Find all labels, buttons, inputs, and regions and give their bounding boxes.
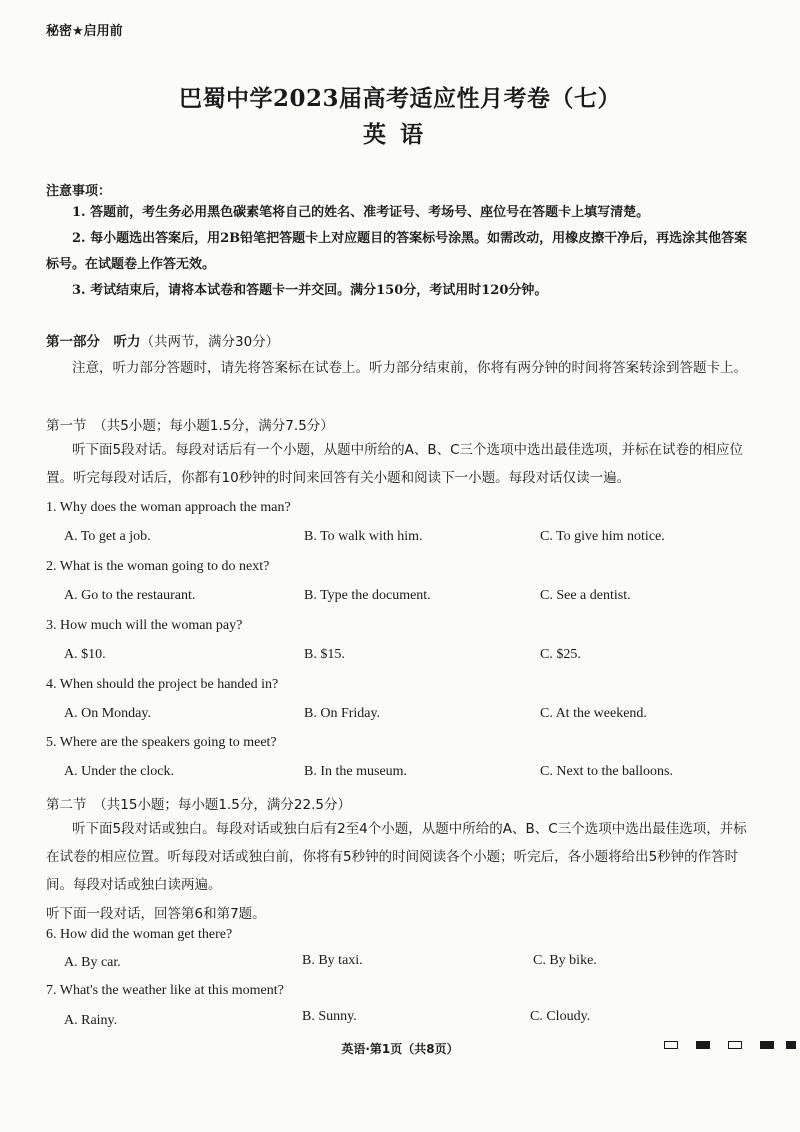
- section2-group-intro: 听下面一段对话，回答第6和第7题。: [46, 906, 266, 922]
- question-5: 5. Where are the speakers going to meet?: [46, 735, 277, 750]
- option-c: C. Next to the balloons.: [540, 764, 673, 779]
- section2-instructions: 听下面5段对话或独白。每段对话或独白后有2至4个小题，从题中所给的A、B、C三个选项中选出最佳选项，并标在试卷的相应位置。听每段对话或独白前，你将有5秒钟的时间阅读各个小题；听完后，各小题将给出5秒钟的作答时间。每段对话或独白读两遍。: [46, 821, 747, 893]
- option-b: B. Sunny.: [302, 1009, 357, 1024]
- scan-mark: [728, 1041, 742, 1049]
- section2-title: 第二节 （共15小题；每小题1.5分，满分22.5分）: [46, 797, 351, 813]
- exam-title: 巴蜀中学2023届高考适应性月考卷（七）: [178, 85, 621, 112]
- option-a: A. Go to the restaurant.: [64, 588, 196, 603]
- question-3: 3. How much will the woman pay?: [46, 618, 243, 633]
- question-2: 2. What is the woman going to do next?: [46, 559, 270, 574]
- scan-mark: [786, 1041, 796, 1049]
- option-a: A. On Monday.: [64, 706, 151, 721]
- question-7: 7. What's the weather like at this moment?: [46, 983, 284, 998]
- option-a: A. Under the clock.: [64, 764, 175, 779]
- scan-mark: [664, 1041, 678, 1049]
- question-6: 6. How did the woman get there?: [46, 927, 233, 942]
- note-item: 2. 每小题选出答案后，用2B铅笔把答题卡上对应题目的答案标号涂黑。如需改动，用橡皮擦干净后，再选涂其他答案标号。在试题卷上作答无效。: [46, 231, 748, 272]
- option-c: C. To give him notice.: [540, 529, 665, 544]
- option-a: A. Rainy.: [64, 1013, 118, 1028]
- section1-instructions: 听下面5段对话。每段对话后有一个小题，从题中所给的A、B、C三个选项中选出最佳选项，并标在试卷的相应位置。听完每段对话后，你都有10秒钟的时间来回答有关小题和阅读下一小题。每段对话仅读一遍。: [46, 442, 744, 486]
- note-item: 1. 答题前，考生务必用黑色碳素笔将自己的姓名、准考证号、考场号、座位号在答题卡上填写清楚。: [72, 205, 650, 220]
- option-c: C. By bike.: [533, 953, 597, 968]
- option-b: B. $15.: [304, 647, 345, 662]
- confidential-label: 秘密★启用前: [46, 24, 123, 39]
- part1-title: 第一部分 听力: [46, 334, 141, 350]
- scan-mark: [760, 1041, 774, 1049]
- page-footer: 英语·第1页（共8页）: [341, 1042, 459, 1056]
- section1-title: 第一节 （共5小题；每小题1.5分，满分7.5分）: [46, 418, 334, 434]
- part1-intro: 注意，听力部分答题时，请先将答案标在试卷上。听力部分结束前，你将有两分钟的时间将答案转涂到答题卡上。: [72, 360, 747, 376]
- scan-mark: [696, 1041, 710, 1049]
- option-a: A. $10.: [64, 647, 106, 662]
- note-item: 3. 考试结束后，请将本试卷和答题卡一并交回。满分150分，考试用时120分钟。: [72, 283, 548, 298]
- subject-title: 英语: [363, 121, 437, 148]
- part1-meta: （共两节，满分30分）: [140, 334, 280, 350]
- option-c: C. At the weekend.: [540, 706, 647, 721]
- option-a: A. To get a job.: [64, 529, 151, 544]
- option-b: B. To walk with him.: [304, 529, 423, 544]
- option-b: B. By taxi.: [302, 953, 363, 968]
- option-a: A. By car.: [64, 955, 121, 970]
- question-4: 4. When should the project be handed in?: [46, 677, 279, 692]
- option-c: C. $25.: [540, 647, 581, 662]
- part1-heading: [46, 330, 279, 350]
- option-c: C. Cloudy.: [530, 1009, 591, 1024]
- question-1: 1. Why does the woman approach the man?: [46, 500, 291, 515]
- option-b: B. Type the document.: [304, 588, 431, 603]
- option-c: C. See a dentist.: [540, 588, 631, 603]
- option-b: B. In the museum.: [304, 764, 408, 779]
- notes-heading: 注意事项：: [46, 184, 112, 199]
- option-b: B. On Friday.: [304, 706, 381, 721]
